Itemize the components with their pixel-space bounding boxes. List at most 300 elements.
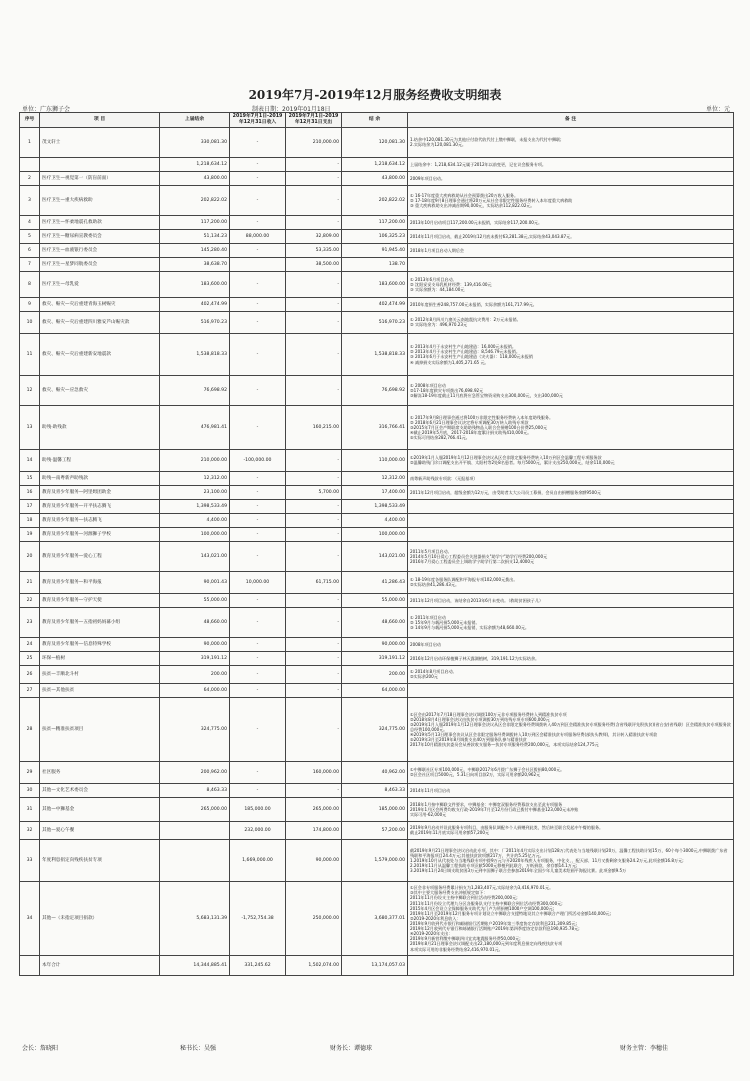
cell-expense: -: [286, 651, 342, 665]
cell-income: 185,000.00: [230, 797, 286, 821]
remark-line: 2010年度捐生善248,757.00元未报销，实际余额为161,717.99元。: [410, 301, 537, 307]
cell-income: -: [230, 593, 286, 607]
cell-remark: [408, 821, 734, 839]
cell-expense: -: [286, 311, 342, 333]
remark-line: ③其中主要大服务经费支出冲抵规定如下：: [410, 890, 488, 896]
cell-remark: [408, 171, 734, 185]
cell-income: -: [230, 311, 286, 333]
remark-line: ③ 重大疾病救助支出冲减首期90,000元，实际结余112,822.02元。: [410, 203, 535, 209]
cell-no: 21: [20, 571, 40, 593]
cell-balance: 76,698.92: [342, 375, 408, 405]
table-row: [20, 257, 734, 271]
cell-remark: [408, 215, 734, 229]
remark-line: 截2019年9月21日理事会决议启动此专项，其中：厂2011年4月实际支出计划128万;代表处与当地残联计划20万，温馨工程扶助计划15万，60个每个3000元,中狮联拨广东省残联和平海报项目24.4万元;其他扶贫款项额217万，共计约5.25亿万元。: [410, 847, 728, 858]
footer-treasurer: 财务长：谭德球: [330, 1045, 373, 1052]
table-row: [20, 593, 734, 607]
cell-no: 6: [20, 243, 40, 257]
cell-expense: -: [286, 449, 342, 471]
cell-expense: -: [286, 157, 342, 171]
cell-expense: 38,500.00: [286, 257, 342, 271]
remark-line: 2018年1月按中狮联文件要求，中狮基金：中狮宽双服务经费募款支出至此专项服务: [410, 801, 563, 807]
cell-item: 环保—植树: [40, 651, 160, 665]
cell-prev-balance: [160, 839, 230, 881]
table-row: [20, 171, 734, 185]
remark-line: 2011年11月份设支主持中狮联合到位活动经费200,000元;: [410, 895, 518, 901]
cell-income: -: [230, 157, 286, 171]
cell-balance: 516,970.23: [342, 311, 408, 333]
cell-no: 17: [20, 499, 40, 513]
remark-line: 上届结余中：1,218,634.12元属于2012年以前变更，记在议会服务专项。: [410, 161, 547, 167]
cell-balance: 117,200.00: [342, 215, 408, 229]
cell-income: -: [230, 243, 286, 257]
cell-remark: [408, 243, 734, 257]
remark-line: 2019年1月区会两费均收支行政-2019年7月至12月份行政已拨付中狮基金123,000元未冲账: [410, 806, 579, 812]
cell-balance: 202,822.02: [342, 185, 408, 215]
cell-balance: 40,962.00: [342, 761, 408, 783]
table-row: [20, 333, 734, 375]
cell-prev-balance: 319,191.12: [160, 651, 230, 665]
cell-expense: -: [286, 171, 342, 185]
cell-no: 24: [20, 637, 40, 651]
table-row: [20, 499, 734, 513]
cell-no: 14: [20, 449, 40, 471]
cell-prev-balance: 8,463.33: [160, 783, 230, 797]
cell-prev-balance: 90,000.00: [160, 637, 230, 651]
remark-line: 2013年10月启动项目117,200.00元未报销，实际结余117,200.00元。: [410, 219, 543, 225]
cell-remark: [408, 697, 734, 761]
cell-income: 232,000.00: [230, 821, 286, 839]
remark-line: 2014年11月项目启动: [410, 787, 451, 793]
cell-expense: -: [286, 271, 342, 297]
cell-income: -: [230, 697, 286, 761]
cell-prev-balance: 330,081.30: [160, 127, 230, 157]
table-row: [20, 243, 734, 257]
remark-line: ④2019-2020年支出：: [410, 931, 453, 937]
cell-no: 28: [20, 697, 40, 761]
remark-line: 2008年项目启动: [410, 641, 441, 647]
remark-line: 2017年10月精准扶贫委员会从善款收支服务—扶贫专项服务经费200,000元，本项实际结余124,775元: [410, 742, 599, 748]
cell-expense: -: [286, 637, 342, 651]
cell-no: 8: [20, 271, 40, 297]
cell-income: -: [230, 127, 286, 157]
page-title: 2019年7月-2019年12月服务经费收支明细表: [248, 88, 502, 102]
cell-prev-balance: 23,100.00: [160, 485, 230, 499]
table-row: [20, 607, 734, 637]
table-row: [20, 449, 734, 471]
cell-remark: [408, 333, 734, 375]
cell-income: 331,245.62: [230, 955, 286, 975]
table-row: [20, 541, 734, 571]
table-row: [20, 637, 734, 651]
cell-balance: 1,538,818.33: [342, 333, 408, 375]
cell-item: 教育及青少年服务—五指初妈妈幕小组: [40, 607, 160, 637]
cell-item: 扶贫—其他扶贫: [40, 683, 160, 697]
cell-item: 教育及青少年服务—爱心工程: [40, 541, 160, 571]
cell-expense: -: [286, 683, 342, 697]
cell-item: 扶贫—精准扶贫项目: [40, 697, 160, 761]
cell-expense: -: [286, 375, 342, 405]
cell-item: 助残·温馨工程: [40, 449, 160, 471]
remark-line: 2019年9月新营利缴中狮联四川宜宾地震服务经费50,000元;: [410, 936, 521, 942]
cell-prev-balance: 38,638.70: [160, 257, 230, 271]
cell-remark: [408, 571, 734, 593]
cell-remark: [408, 471, 734, 485]
cell-prev-balance: 324,775.00: [160, 697, 230, 761]
cell-balance: 57,200.00: [342, 821, 408, 839]
cell-remark: [408, 541, 734, 571]
table-row: [20, 665, 734, 683]
cell-remark: [408, 157, 734, 171]
cell-remark: [408, 127, 734, 157]
header-prev: 上届结余: [160, 113, 230, 128]
cell-item: 医疗卫生—母乳爱: [40, 271, 160, 297]
cell-no: 30: [20, 783, 40, 797]
remark-line: 2.2019年11月从温馨工程扶助专项贡献5000元移植到此联合，万纸捐款，余存额14.1万元;: [410, 863, 578, 869]
remark-line: 1.结余中120,081.30元为其他应付款代收代付上缴中狮联，未报支出为代付中狮联;: [410, 137, 562, 143]
unit-label: 单位：广东狮子会: [22, 106, 71, 113]
cell-balance: 138.70: [342, 257, 408, 271]
cell-expense: -: [286, 185, 342, 215]
cell-no: 27: [20, 683, 40, 697]
cell-item: 年度利息捐定向残疾扶贫专项: [40, 839, 160, 881]
footer-secretary: 秘书长：吴强: [180, 1045, 217, 1052]
remark-line: ⑤2019年3月至2019年8月调拨支出40万到服务队参与精准扶贫: [410, 737, 527, 743]
table-row: [20, 797, 734, 821]
remark-line: ② 沈阳妥妥支母乳机材经费：139,416.00元: [410, 281, 492, 287]
footer-president: 会长：詹晓阳: [22, 1045, 59, 1052]
cell-remark: [408, 499, 734, 513]
remark-line: ①2019年1月入服2019年1月12日理事会决议从区会非限定服务经费转入10万到区会温馨工程专项服务款: [410, 455, 602, 461]
cell-remark: [408, 593, 734, 607]
cell-no: 16: [20, 485, 40, 499]
cell-item: 茂文轩士: [40, 127, 160, 157]
table-row: [20, 683, 734, 697]
table-row: [20, 955, 734, 975]
remark-line: ① 2014年8月项目启动。: [410, 669, 457, 675]
remark-line: 实际可用-62,000元: [410, 812, 447, 818]
cell-income: 88,000.00: [230, 229, 286, 243]
cell-no: 34: [20, 881, 40, 955]
cell-no: 11: [20, 333, 40, 375]
remark-line: 2019年8月21日理事会决议调配支出22,180,000元到年度利息捐定向残疾扶贫专项: [410, 941, 563, 947]
cell-item: 教育及青少年服务—和平海报: [40, 571, 160, 593]
cell-income: 1,669,000.00: [230, 839, 286, 881]
cell-remark: [408, 297, 734, 311]
remark-line: 2018年1月项目启动入期后会: [410, 247, 464, 253]
cell-income: -: [230, 297, 286, 311]
remark-line: ② 2018年6月21日理事会议决定将专项调配30万转入助残专项款: [410, 419, 529, 425]
cell-remark: [408, 839, 734, 881]
cell-expense: 32,809.00: [286, 229, 342, 243]
cell-item: 救灾、赈灾—灾后重建四川雅安芦山赈灾款: [40, 311, 160, 333]
cell-prev-balance: 265,000.00: [160, 797, 230, 821]
cell-income: -: [230, 527, 286, 541]
cell-prev-balance: 117,200.00: [160, 215, 230, 229]
cell-remark: [408, 881, 734, 955]
remark-line: ②温馨助残门诊口调配支出开平镇、太阳村等2处8名患者。每月5000元，累计支出250,000元，结余110,000元: [410, 460, 615, 466]
table-row: [20, 821, 734, 839]
cell-remark: [408, 271, 734, 297]
footer-accountant: 财务主管：李穗佳: [620, 1045, 669, 1052]
cell-no: 22: [20, 593, 40, 607]
cell-no: 29: [20, 761, 40, 783]
cell-prev-balance: 183,600.00: [160, 271, 230, 297]
cell-income: -: [230, 499, 286, 513]
remark-line: 2011年12月项目启动，超级金额为12万元，由受助者太大公司员工募捐，会员自由捐赠服务余额9500元: [410, 489, 601, 495]
cell-income: -: [230, 683, 286, 697]
table-row: [20, 571, 734, 593]
cell-prev-balance: 43,800.00: [160, 171, 230, 185]
cell-income: -: [230, 541, 286, 571]
cell-prev-balance: 1,538,818.33: [160, 333, 230, 375]
remark-line: 南粤新声助残款专项款：（无报基项）: [410, 475, 478, 481]
remark-line: 2014年5月10日爱心工程委员会关批器捐支"助学宁"助学行经费200,000元: [410, 553, 548, 559]
cell-income: -: [230, 171, 286, 185]
cell-prev-balance: [160, 821, 230, 839]
cell-expense: 160,215.00: [286, 405, 342, 449]
cell-item: 救灾、赈灾—灾后重建新安地震款: [40, 333, 160, 375]
table-row: [20, 761, 734, 783]
cell-remark: [408, 637, 734, 651]
cell-expense: -: [286, 297, 342, 311]
cell-remark: [408, 513, 734, 527]
remark-line: 2019年9月启动并设此服务专项科目，由服务队调配多个人捐赠到此类，然后转至联合发起中午餐的服务。: [410, 825, 604, 831]
table-row: [20, 127, 734, 157]
cell-expense: 210,000.00: [286, 127, 342, 157]
cell-item: 医疗卫生—视觉第一（防盲前面）: [40, 171, 160, 185]
remark-line: ③ 2013年6月于永安村生产山地建造（灾火器）：118,000元未报销: [410, 354, 533, 360]
cell-remark: [408, 375, 734, 405]
cell-balance: 100,000.00: [342, 527, 408, 541]
remark-line: ① 16-17年度重大疾病救助从社会预算拨出20万收入服务。: [410, 192, 519, 198]
cell-no: 20: [20, 541, 40, 571]
cell-no: 25: [20, 651, 40, 665]
remark-line: 截止2019年11月底实际可用余额57,200元: [410, 830, 490, 836]
header-income: 2019年7月1日-2019年12月31日收入: [230, 113, 286, 128]
remark-line: 2015年4月区会设立全保障服务支助代为门卢为所捐赠1000户空调100,000元;: [410, 905, 555, 911]
cell-no: 18: [20, 513, 40, 527]
cell-no: 32: [20, 821, 40, 839]
cell-prev-balance: 202,822.02: [160, 185, 230, 215]
cell-balance: 120,081.30: [342, 127, 408, 157]
cell-item: 其他—中狮基金: [40, 797, 160, 821]
remark-line: ① 2017年9月8日理事会通过将100万非限定性服务经费转入本年度助残服务。: [410, 414, 554, 420]
cell-expense: 1,502,074.00: [286, 955, 342, 975]
header-item: 项 目: [40, 113, 160, 128]
remark-line: ①中狮联社区专项100,000元，中狮联2017年6月拨广东狮子会社区拨捐80,000元。: [410, 767, 565, 773]
cell-expense: 90,000.00: [286, 839, 342, 881]
cell-income: -: [230, 485, 286, 499]
table-row: [20, 839, 734, 881]
cell-no: 2: [20, 171, 40, 185]
remark-line: ③2019年1月入服2019年1月12日理事会决议从区会非限定服务经费调拨转入40万到区会精准扶贫专项服务经费(含省残联评先积扶贫)(省台安)省残联）区会精准扶贫专项服务款总经费100,000元。: [410, 721, 731, 732]
remark-line: 3.2019年11月24日调支助贫困3万元到中国狮子联合会参加2019年全国少年儿童美术绘画平海报比赛。此项金额9.5万: [410, 868, 627, 874]
table-body: [20, 127, 734, 975]
table-row: [20, 215, 734, 229]
remark-line: ①区会非专项服务经费累计捐支为1,283,407元,实际结余为3,416,970.01元。: [410, 885, 554, 891]
cell-remark: [408, 607, 734, 637]
table-row: [20, 651, 734, 665]
cell-balance: 319,191.12: [342, 651, 408, 665]
remark-line: ④ 减掉捐支实际余额为1,405,271.65 元。: [410, 359, 489, 365]
table-header-row: [20, 113, 734, 128]
cell-expense: -: [286, 333, 342, 375]
cell-balance: 185,000.00: [342, 797, 408, 821]
table-row: [20, 297, 734, 311]
cell-prev-balance: 64,000.00: [160, 683, 230, 697]
cell-balance: 91,945.40: [342, 243, 408, 257]
cell-remark: [408, 955, 734, 975]
remark-line: ④2019年5月13日理事会决议从区会非限定服务经费调拨转入10万到区会精准扶贫专项服务经费(部扶头教师)，其计转入精准扶贫专项款: [410, 732, 658, 738]
table-row: [20, 527, 734, 541]
remark-line: ② 17-18年度9月8日理事会通过将20万元从社会非限定性服务经费转入本年度重大病救助: [410, 197, 573, 203]
cell-income: 10,000.00: [230, 571, 286, 593]
cell-prev-balance: 5,683,131.39: [160, 881, 230, 955]
expense-table: [19, 112, 734, 976]
cell-no: 31: [20, 797, 40, 821]
cell-item: 其他—（未指定项目捐款）: [40, 881, 160, 955]
cell-income: -: [230, 637, 286, 651]
table-row: [20, 311, 734, 333]
table-row: [20, 783, 734, 797]
cell-income: -1,752,754.38: [230, 881, 286, 955]
cell-no: 23: [20, 607, 40, 637]
remark-line: 本项实际可用的非服务经费结余2,416,970.01元。: [410, 946, 503, 952]
cell-remark: [408, 783, 734, 797]
remark-line: ② 15年9月与载河捐5,000元未报销。: [410, 619, 480, 625]
table-row: [20, 157, 734, 171]
cell-expense: 265,000.00: [286, 797, 342, 821]
remark-line: 2019年12月收到代专银行和邮储银行活期账户2019年第四季度协定存款利息190,935.78元;: [410, 926, 580, 932]
cell-prev-balance: 55,000.00: [160, 593, 230, 607]
cell-remark: [408, 797, 734, 821]
table-row: [20, 697, 734, 761]
cell-balance: 13,174,057.03: [342, 955, 408, 975]
cell-item: 社区服务: [40, 761, 160, 783]
cell-expense: 53,335.00: [286, 243, 342, 257]
remark-line: 2.实际结余为120,081.30元。: [410, 142, 467, 148]
table-row: [20, 405, 734, 449]
cell-income: -: [230, 333, 286, 375]
table-row: [20, 485, 734, 499]
cell-income: -: [230, 761, 286, 783]
cell-expense: -: [286, 471, 342, 485]
cell-item: 助残—南粤新声助残款: [40, 471, 160, 485]
cell-item: 医疗卫生—糖尿病宣教委员会: [40, 229, 160, 243]
remark-line: 1.2019年10月从代表处与当地残联专项中拨9万元与开2020年残疾人专项服务，中化支、、配天部、11月又拨剩余支服务24.2万元,此项金额16.8万元;: [410, 857, 684, 863]
cell-prev-balance: 516,970.23: [160, 311, 230, 333]
table-row: [20, 375, 734, 405]
cell-income: -: [230, 271, 286, 297]
cell-income: -: [230, 471, 286, 485]
remark-line: ③2015年7月区会产期联席支助助残物品入联合会捐赠100台价费25,000元: [410, 424, 548, 430]
header-expense: 2019年7月1日-2019年12月31日支出: [286, 113, 342, 128]
cell-remark: [408, 185, 734, 215]
cell-item: 教育及青少年服务—开平扶志腾飞: [40, 499, 160, 513]
cell-balance: 4,400.00: [342, 513, 408, 527]
remark-line: ②实际余200元: [410, 674, 438, 680]
remark-line: ②2019-2020年利息收入：: [410, 915, 461, 921]
cell-income: -: [230, 665, 286, 683]
cell-no: 10: [20, 311, 40, 333]
cell-no: 12: [20, 375, 40, 405]
cell-income: -: [230, 783, 286, 797]
cell-no: 1: [20, 127, 40, 157]
cell-no: [20, 955, 40, 975]
cell-no: 19: [20, 527, 40, 541]
cell-income: -: [230, 651, 286, 665]
cell-balance: 17,400.00: [342, 485, 408, 499]
date-label: 制表日期：2019年01月18日: [252, 106, 331, 113]
remark-line: ② 2013年4月于永安村生产山地建造：8,546.79元未报销。: [410, 349, 520, 355]
cell-expense: -: [286, 527, 342, 541]
remark-line: ① 2011年项目启动: [410, 614, 446, 620]
remark-line: ④截止2019年5月底，2017-2018年度累计捐支助残410,000元。: [410, 430, 532, 436]
cell-income: -: [230, 405, 286, 449]
cell-remark: [408, 229, 734, 243]
cell-prev-balance: 1,398,533.49: [160, 499, 230, 513]
remark-line: ②实际结余41,286.43元。: [410, 582, 460, 588]
remark-line: ③解冻18-19年度截止11月底将应急管宝物资采购支出300,000元，支出300,000元: [410, 393, 563, 399]
cell-no: 13: [20, 405, 40, 449]
cell-no: 15: [20, 471, 40, 485]
remark-line: 2016年7月爱心工程委员会上调助学宁助学行第二次捐支12,4000元: [410, 559, 535, 565]
cell-item: 教育及青少年服务—信息特殊学校: [40, 637, 160, 651]
cell-income: [230, 257, 286, 271]
cell-prev-balance: 1,218,634.12: [160, 157, 230, 171]
cell-prev-balance: 145,280.40: [160, 243, 230, 257]
cell-item: 救灾、赈灾—应急救灾: [40, 375, 160, 405]
remark-line: 2011年12月项目启动，该结余自2013年6月未变动。（救助贫困孩子儿）: [410, 597, 544, 603]
cell-item: 助残·助残款: [40, 405, 160, 449]
cell-item: 教育及青少年服务—扶志腾飞: [40, 513, 160, 527]
cell-prev-balance: 90,001.43: [160, 571, 230, 593]
cell-balance: 402,474.99: [342, 297, 408, 311]
cell-remark: [408, 405, 734, 449]
header-remark: 备 注: [408, 113, 734, 128]
cell-expense: -: [286, 499, 342, 513]
remark-line: ① 2013年4月于永安村生产山地建造：16,000元未报销。: [410, 344, 517, 350]
remark-line: 2016年12月启动环保植狮子林天露湖植树，319,191.12为实际结余。: [410, 655, 540, 661]
cell-expense: -: [286, 783, 342, 797]
remark-line: ①区会由2017年7月18日理事会决议调拨100万元非专项服务经费转入到精准扶贫专项: [410, 711, 567, 717]
cell-remark: [408, 257, 734, 271]
cell-balance: 90,000.00: [342, 637, 408, 651]
cell-balance: 12,312.00: [342, 471, 408, 485]
cell-item: 其他—文化艺术委员会: [40, 783, 160, 797]
cell-item: 扶贫—丰顺北斗村: [40, 665, 160, 683]
cell-prev-balance: 402,474.99: [160, 297, 230, 311]
remark-line: ③ 14年9月与载河捐5,000元未报销，实际余额为48,660.00元。: [410, 625, 530, 631]
cell-prev-balance: 476,981.41: [160, 405, 230, 449]
cell-expense: 250,000.00: [286, 881, 342, 955]
remark-line: ① 2012年8月四川九寨关云南地震抗灾费用：2万元未报销。: [410, 317, 521, 323]
cell-income: -: [230, 215, 286, 229]
cell-remark: [408, 665, 734, 683]
cell-income: -: [230, 513, 286, 527]
cell-item: [40, 157, 160, 171]
cell-expense: -: [286, 593, 342, 607]
cell-prev-balance: 76,698.92: [160, 375, 230, 405]
cell-no: 33: [20, 839, 40, 881]
remark-line: ②2018年8月4日理事会决议由扶贫专项调拨30万到结残专项专项600,000元: [410, 716, 550, 722]
cell-item: 教育及青少年服务—河源狮子学校: [40, 527, 160, 541]
cell-balance: 64,000.00: [342, 683, 408, 697]
cell-item: 医疗卫生—怀柔地震孔救助款: [40, 215, 160, 229]
remark-line: ③ 实际余额为：44,184.00元: [410, 287, 465, 293]
cell-item: 医疗卫生—重大疾病救助: [40, 185, 160, 215]
currency-label: 单位：元: [705, 106, 730, 113]
